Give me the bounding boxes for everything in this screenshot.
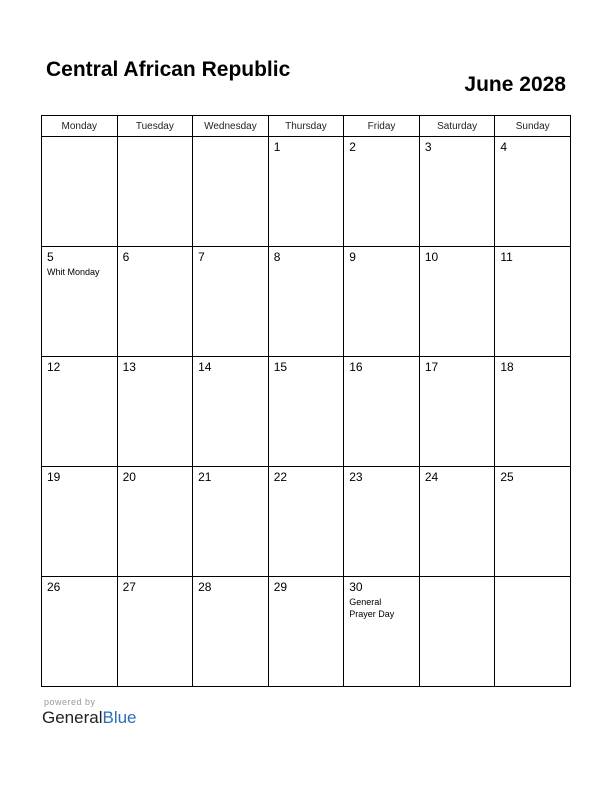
day-cell (193, 247, 269, 357)
day-number: 19 (47, 470, 61, 484)
weekday-saturday: Saturday (419, 116, 495, 137)
day-cell (419, 247, 495, 357)
day-cell (42, 577, 118, 687)
weekday-monday: Monday (42, 116, 118, 137)
holiday-label: Whit Monday (47, 267, 100, 277)
day-cell (193, 137, 269, 247)
day-cell (344, 577, 420, 687)
day-number: 27 (122, 580, 136, 594)
day-cell (344, 137, 420, 247)
week-row-3 (42, 357, 571, 467)
day-number: 29 (273, 580, 288, 594)
day-number: 7 (198, 250, 205, 264)
holiday-label: General Prayer Day (349, 597, 395, 619)
day-number: 10 (424, 250, 439, 264)
generalblue-logo[interactable] (42, 707, 137, 729)
day-number: 24 (424, 470, 439, 484)
day-number: 17 (424, 360, 439, 374)
weekday-header-row (42, 116, 571, 137)
day-number (420, 577, 495, 581)
day-cell (42, 137, 118, 247)
day-number: 20 (122, 470, 136, 484)
day-number: 26 (47, 580, 61, 594)
day-cell (495, 137, 571, 247)
day-number: 12 (47, 360, 61, 374)
day-number: 8 (273, 250, 281, 264)
day-cell (193, 357, 269, 467)
day-number: 14 (198, 360, 212, 374)
month-title: June 2028 (464, 73, 566, 96)
footer-branding (42, 697, 137, 729)
day-number (193, 137, 268, 141)
day-number: 2 (349, 140, 356, 154)
day-number: 13 (122, 360, 136, 374)
day-cell (344, 467, 420, 577)
day-cell (495, 247, 571, 357)
day-cell (117, 577, 193, 687)
day-cell (419, 357, 495, 467)
day-cell (268, 137, 344, 247)
day-number (118, 137, 193, 141)
day-number: 3 (424, 140, 432, 154)
day-number: 23 (349, 470, 363, 484)
day-number: 28 (198, 580, 212, 594)
week-row-1 (42, 137, 571, 247)
day-cell (117, 467, 193, 577)
week-row-5 (42, 577, 571, 687)
day-number: 22 (273, 470, 288, 484)
day-number: 9 (349, 250, 356, 264)
day-number: 18 (500, 360, 514, 374)
calendar-grid (41, 115, 571, 687)
week-row-2 (42, 247, 571, 357)
country-title: Central African Republic (46, 58, 291, 81)
weekday-wednesday: Wednesday (193, 116, 269, 137)
day-cell (117, 247, 193, 357)
day-cell (419, 467, 495, 577)
day-number: 16 (349, 360, 363, 374)
day-number: 30 (349, 580, 363, 594)
day-number (495, 577, 570, 581)
day-cell (42, 247, 118, 357)
day-cell (193, 467, 269, 577)
day-number: 21 (198, 470, 212, 484)
weekday-sunday: Sunday (495, 116, 571, 137)
day-number: 25 (500, 470, 514, 484)
logo-general-text: General (42, 708, 103, 727)
week-row-4 (42, 467, 571, 577)
day-cell (117, 357, 193, 467)
day-number: 6 (122, 250, 130, 264)
day-cell (193, 577, 269, 687)
day-number: 1 (273, 140, 281, 154)
day-cell (419, 577, 495, 687)
weekday-friday: Friday (344, 116, 420, 137)
day-cell (495, 467, 571, 577)
day-number: 5 (47, 250, 54, 264)
day-cell (344, 357, 420, 467)
day-cell (495, 357, 571, 467)
day-cell (268, 247, 344, 357)
day-cell (419, 137, 495, 247)
day-cell (42, 467, 118, 577)
day-number (42, 137, 117, 141)
weekday-tuesday: Tuesday (117, 116, 193, 137)
logo-blue-text: Blue (102, 708, 137, 727)
day-cell (344, 247, 420, 357)
powered-by-text: powered by (44, 697, 96, 707)
weekday-thursday: Thursday (268, 116, 344, 137)
day-cell (42, 357, 118, 467)
day-cell (268, 577, 344, 687)
day-number: 4 (500, 140, 508, 154)
day-cell (117, 137, 193, 247)
day-number: 15 (273, 360, 288, 374)
day-number: 11 (500, 250, 513, 264)
day-cell (268, 467, 344, 577)
day-cell (268, 357, 344, 467)
day-cell (495, 577, 571, 687)
